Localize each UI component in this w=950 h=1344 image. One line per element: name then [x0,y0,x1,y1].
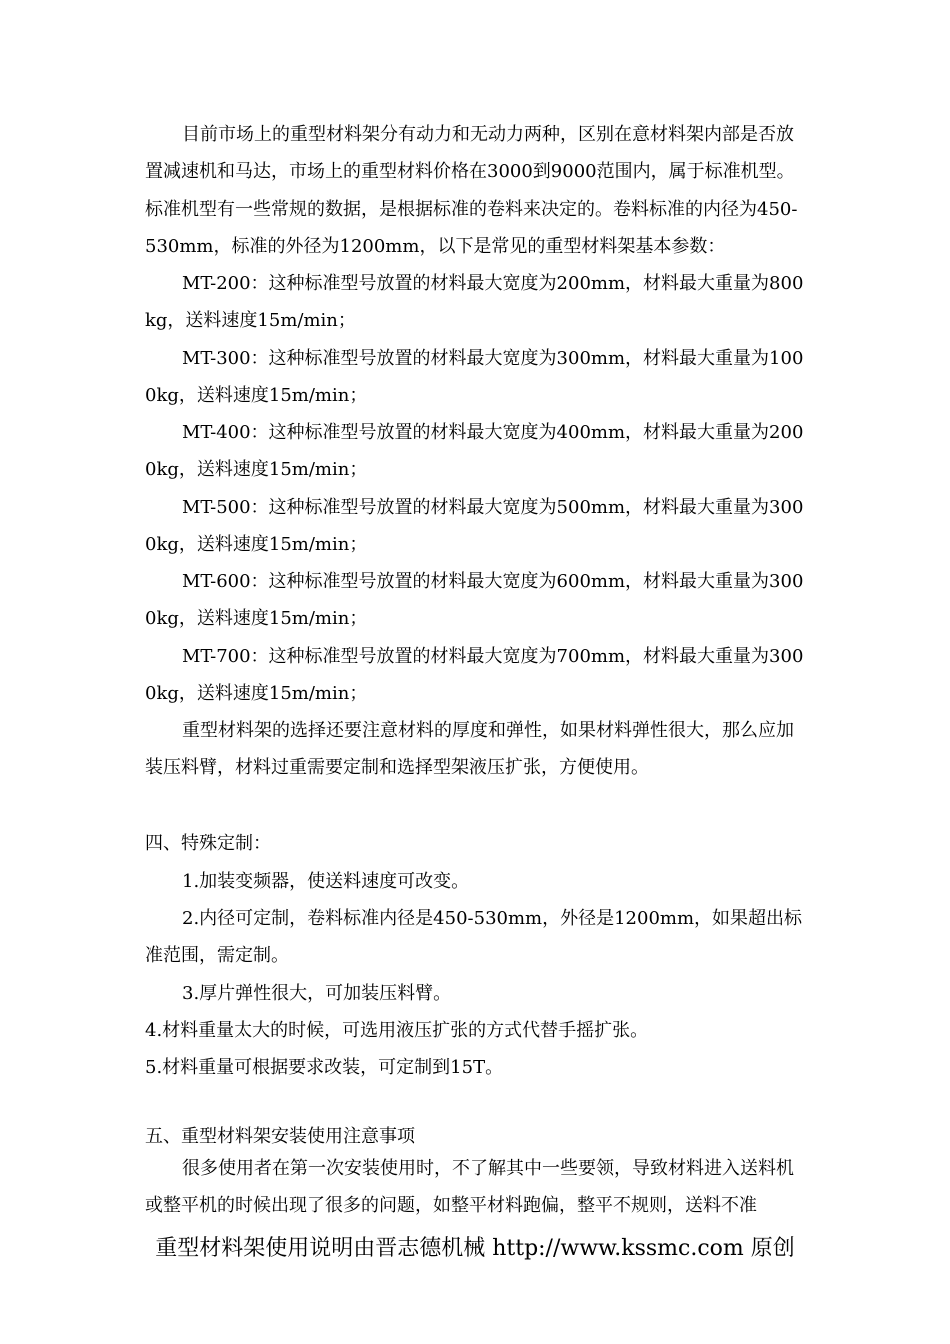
section4-item-4: 4.材料重量太大的时候，可选用液压扩张的方式代替手摇扩张。 [145,1020,649,1041]
model-spec-mt700: MT-700：这种标准型号放置的材料最大宽度为700mm，材料最大重量为3000kg，送料速度15m/min； [145,646,804,705]
section4-heading: 四、特殊定制： [145,833,271,854]
model-spec-mt500: MT-500：这种标准型号放置的材料最大宽度为500mm，材料最大重量为3000kg，送料速度15m/min； [145,497,804,556]
section5-heading: 五、重型材料架安装使用注意事项 [145,1126,415,1147]
model-spec-mt600: MT-600：这种标准型号放置的材料最大宽度为600mm，材料最大重量为3000kg，送料速度15m/min； [145,571,804,630]
model-spec-mt400: MT-400：这种标准型号放置的材料最大宽度为400mm，材料最大重量为2000kg，送料速度15m/min； [145,422,804,481]
section4-item-3: 3.厚片弹性很大，可加装压料臂。 [182,983,452,1004]
model-spec-mt200: MT-200：这种标准型号放置的材料最大宽度为200mm，材料最大重量为800kg，送料速度15m/min； [145,273,804,332]
section5-paragraph: 很多使用者在第一次安装使用时，不了解其中一些要领，导致材料进入送料机或整平机的时候出现了很多的问题，如整平材料跑偏，整平不规则，送料不准 [145,1158,794,1217]
selection-paragraph: 重型材料架的选择还要注意材料的厚度和弹性，如果材料弹性很大，那么应加装压料臂，材料过重需要定制和选择型架液压扩张，方便使用。 [145,720,794,779]
section4-item-1: 1.加装变频器，使送料速度可改变。 [182,871,470,892]
model-spec-mt300: MT-300：这种标准型号放置的材料最大宽度为300mm，材料最大重量为1000kg，送料速度15m/min； [145,348,804,407]
page-footer: 重型材料架使用说明由晋志德机械 http://www.kssmc.com 原创 [155,1236,795,1261]
section4-item-5: 5.材料重量可根据要求改装，可定制到15T。 [145,1057,504,1078]
section4-item-2: 2.内径可定制，卷料标准内径是450-530mm，外径是1200mm，如果超出标准范围，需定制。 [145,908,803,967]
intro-paragraph: 目前市场上的重型材料架分有动力和无动力两种，区别在意材料架内部是否放置减速机和马达，市场上的重型材料价格在3000到9000范围内，属于标准机型。标准机型有一些常规的数据，是根据标准的卷料来决定的。卷料标准的内径为450-530mm，标准的外径为1200mm，以下是常见的重型材料架基本参数： [145,124,798,257]
